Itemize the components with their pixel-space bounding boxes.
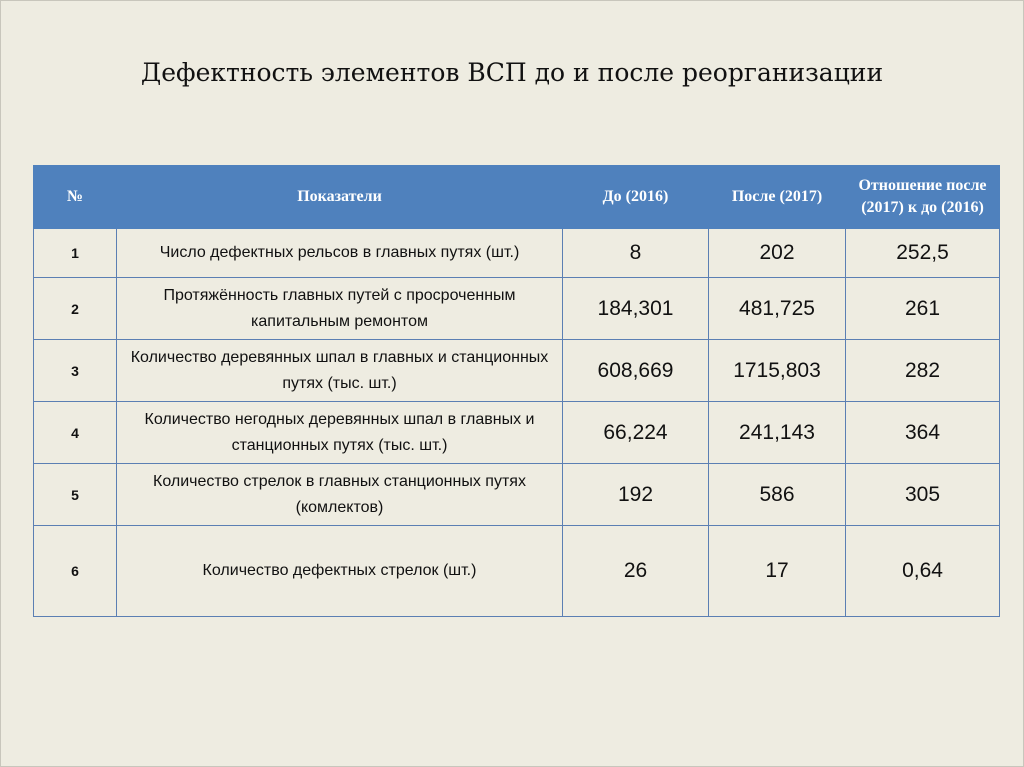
row-after: 202: [709, 229, 846, 278]
row-before: 66,224: [563, 402, 709, 464]
row-indicator: Число дефектных рельсов в главных путях (шт.): [117, 229, 563, 278]
row-num: 3: [34, 340, 117, 402]
header-indicator: Показатели: [117, 166, 563, 229]
table-row: [34, 402, 1000, 464]
row-ratio: 261: [846, 278, 1000, 340]
row-after: 586: [709, 464, 846, 526]
row-after: 241,143: [709, 402, 846, 464]
row-indicator: Протяжённость главных путей с просроченным капитальным ремонтом: [117, 278, 563, 340]
row-before: 26: [563, 526, 709, 617]
table-header-row: [34, 166, 1000, 229]
table-row: [34, 340, 1000, 402]
row-ratio: 282: [846, 340, 1000, 402]
header-before: До (2016): [563, 166, 709, 229]
table-row: [34, 464, 1000, 526]
table-row: [34, 278, 1000, 340]
defects-table: [33, 165, 1000, 617]
row-indicator: Количество негодных деревянных шпал в главных и станционных путях (тыс. шт.): [117, 402, 563, 464]
row-after: 481,725: [709, 278, 846, 340]
row-indicator: Количество стрелок в главных станционных путях (комлектов): [117, 464, 563, 526]
header-after: После (2017): [709, 166, 846, 229]
header-ratio: Отношение после (2017) к до (2016): [846, 166, 1000, 229]
row-ratio: 364: [846, 402, 1000, 464]
header-num: №: [34, 166, 117, 229]
row-num: 4: [34, 402, 117, 464]
row-indicator: Количество дефектных стрелок (шт.): [117, 526, 563, 617]
row-num: 1: [34, 229, 117, 278]
row-num: 5: [34, 464, 117, 526]
row-before: 192: [563, 464, 709, 526]
row-ratio: 0,64: [846, 526, 1000, 617]
table-row: [34, 229, 1000, 278]
row-ratio: 252,5: [846, 229, 1000, 278]
row-before: 8: [563, 229, 709, 278]
row-indicator: Количество деревянных шпал в главных и станционных путях (тыс. шт.): [117, 340, 563, 402]
row-num: 6: [34, 526, 117, 617]
table-row: [34, 526, 1000, 617]
row-before: 608,669: [563, 340, 709, 402]
row-num: 2: [34, 278, 117, 340]
row-after: 17: [709, 526, 846, 617]
row-ratio: 305: [846, 464, 1000, 526]
row-after: 1715,803: [709, 340, 846, 402]
slide-title: Дефектность элементов ВСП до и после реорганизации: [140, 58, 884, 87]
row-before: 184,301: [563, 278, 709, 340]
